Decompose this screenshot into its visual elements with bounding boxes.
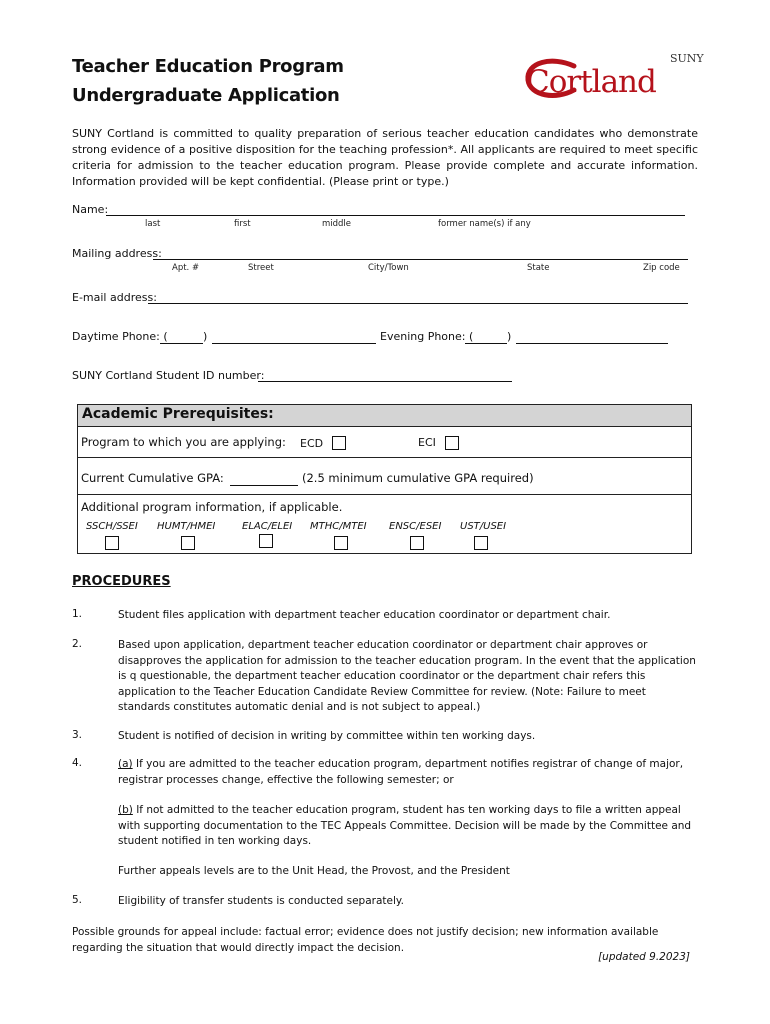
daytime-paren-close: ) [203,330,208,343]
procedures-title: PROCEDURES [72,574,171,589]
procedure-4b-text [118,803,700,850]
gpa-note: (2.5 minimum cumulative GPA required) [302,471,534,485]
program-ust-checkbox[interactable] [474,536,488,550]
procedure-1-text: Student files application with department teacher education coordinator or department chair. [118,609,611,621]
program-humt-checkbox[interactable] [181,536,195,550]
name-sub-former: former name(s) if any [438,219,531,229]
appeal-grounds-text: Possible grounds for appeal include: factual error; evidence does not justify decision; new information available regarding the situation that would directly impact the decision. [72,926,659,954]
program-ssch-label: SSCH/SSEI [86,521,138,532]
suny-cortland-logo [522,52,704,102]
daytime-area-code-field[interactable] [160,343,203,344]
name-sub-last: last [145,219,161,229]
procedure-4-further-appeals: Further appeals levels are to the Unit Head, the Provost, and the President [118,865,510,877]
procedure-2-number: 2. [72,638,83,650]
procedure-4-number: 4. [72,757,83,769]
procedure-3-number: 3. [72,729,83,741]
procedure-4b-body: If not admitted to the teacher education program, student has ten working days to file a written appeal with supporting documentation to the TEC Appeals Committee. Decision will be made by the Committee and student notified in ten working days. [118,804,692,847]
program-elac-label: ELAC/ELEI [242,521,293,532]
intro-paragraph: SUNY Cortland is committed to quality preparation of serious teacher education candidates who demonstrate strong evidence of a positive disposition for the teaching profession*. All applicants are required to meet specific criteria for admission to the teacher education program. Please provide complete and accurate information. Information provided will be kept confidential. (Please print or type.) [72,127,698,188]
email-field[interactable] [148,303,688,304]
procedure-4a-label: (a) [118,758,133,770]
program-ust-label: UST/USEI [460,521,507,532]
prereq-header-bar [78,405,691,427]
procedure-2-text: Based upon application, department teacher education coordinator or department chair approves or disapproves the application for admission to the teacher education program. In the event that the application is q questionable, the department teacher education coordinator or the department chair refers this application to the Teacher Education Candidate Review Committee for review. (Note: Failure to meet standards constitutes automatic denial and is not subject to appeal.) [118,639,696,713]
mailing-sub-state: State [527,263,550,273]
evening-phone-label: Evening Phone: ( [380,330,474,343]
logo-suny-text: SUNY [670,52,704,65]
eci-label: ECI [418,436,436,449]
email-label: E-mail address: [72,291,157,304]
mailing-sub-apt: Apt. # [172,263,200,273]
prereq-divider-2 [78,494,691,495]
logo-cortland-text: Cortland [526,64,656,100]
student-id-field[interactable] [258,381,512,382]
procedure-5-number: 5. [72,894,83,906]
procedure-4b-label: (b) [118,804,133,816]
program-humt-label: HUMT/HMEI [157,521,216,532]
eci-checkbox[interactable] [445,436,459,450]
student-id-label: SUNY Cortland Student ID number: [72,369,265,382]
updated-date: [updated 9.2023] [598,951,690,963]
name-label: Name: [72,203,109,216]
mailing-sub-street: Street [248,263,274,273]
evening-area-code-field[interactable] [465,343,507,344]
prereq-divider-1 [78,457,691,458]
daytime-phone-label: Daytime Phone: ( [72,330,168,343]
gpa-label: Current Cumulative GPA: [81,471,224,485]
form-title-line2: Undergraduate Application [72,85,340,106]
evening-paren-close: ) [507,330,512,343]
academic-prerequisites-box [77,404,692,554]
procedure-4a-body: If you are admitted to the teacher education program, department notifies registrar of change of major, registrar processes change, effective the following semester; or [118,758,684,786]
daytime-phone-field[interactable] [212,343,376,344]
procedure-5-text: Eligibility of transfer students is conducted separately. [118,895,404,907]
program-applying-label: Program to which you are applying: [81,435,286,449]
ecd-checkbox[interactable] [332,436,346,450]
name-sub-first: first [234,219,251,229]
procedure-3-text: Student is notified of decision in writing by committee within ten working days. [118,730,536,742]
procedure-1-number: 1. [72,608,83,620]
mailing-address-field[interactable] [153,259,688,260]
prereq-heading: Academic Prerequisites: [82,406,274,422]
additional-info-label: Additional program information, if applicable. [81,500,343,514]
gpa-field[interactable] [230,485,298,486]
form-title-line1: Teacher Education Program [72,56,344,77]
program-mthc-label: MTHC/MTEI [310,521,367,532]
ecd-label: ECD [300,437,324,450]
program-mthc-checkbox[interactable] [334,536,348,550]
name-field[interactable] [106,215,685,216]
mailing-label: Mailing address: [72,247,162,260]
mailing-sub-zip: Zip code [643,263,680,273]
name-sub-middle: middle [322,219,352,229]
program-elac-checkbox[interactable] [259,534,273,548]
program-ensc-checkbox[interactable] [410,536,424,550]
procedure-4a-text [118,757,700,788]
evening-phone-field[interactable] [516,343,668,344]
program-ensc-label: ENSC/ESEI [389,521,442,532]
program-ssch-checkbox[interactable] [105,536,119,550]
mailing-sub-city: City/Town [368,263,409,273]
